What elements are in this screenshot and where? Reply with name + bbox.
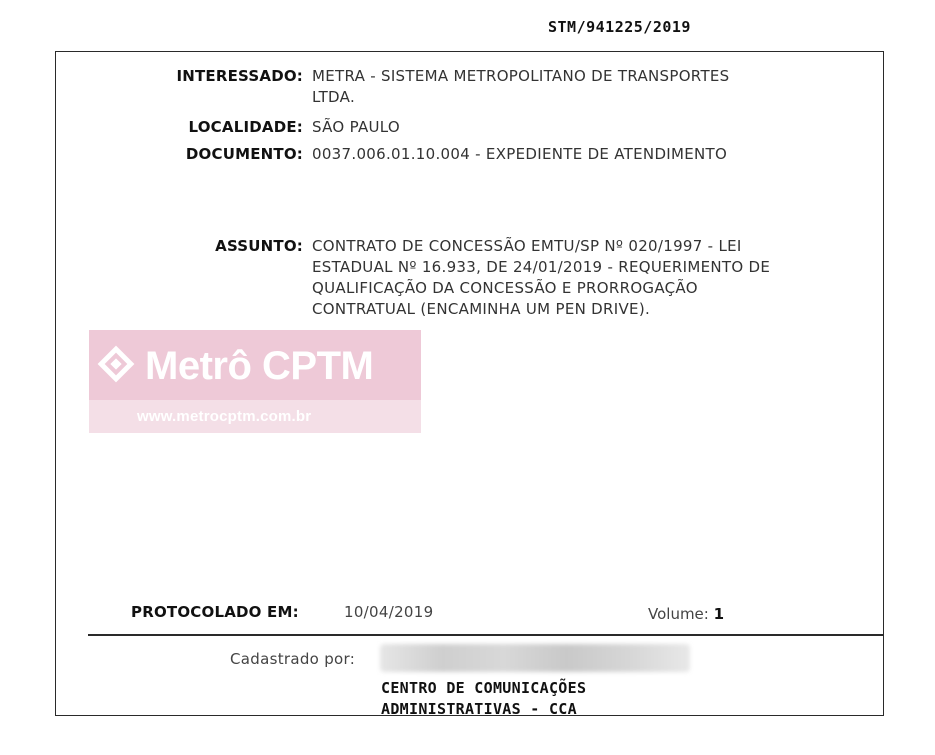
centro-line2: ADMINISTRATIVAS - CCA xyxy=(381,700,577,718)
watermark-logo xyxy=(97,344,373,389)
redacted-name xyxy=(380,644,690,672)
localidade-label: LOCALIDADE: xyxy=(188,118,303,136)
centro-block xyxy=(381,678,586,720)
volume-value: 1 xyxy=(713,605,725,623)
volume xyxy=(648,605,724,623)
interessado-value xyxy=(312,66,842,108)
documento-label: DOCUMENTO: xyxy=(185,145,303,163)
divider xyxy=(88,634,884,636)
assunto-label: ASSUNTO: xyxy=(215,237,303,255)
protocolado-date: 10/04/2019 xyxy=(344,603,434,621)
interessado-value-line1: METRA - SISTEMA METROPOLITANO DE TRANSPORTES xyxy=(312,67,730,85)
documento-value: 0037.006.01.10.004 - EXPEDIENTE DE ATENDIMENTO xyxy=(312,145,728,163)
centro-line1: CENTRO DE COMUNICAÇÕES xyxy=(381,679,587,697)
assunto-value xyxy=(312,236,872,320)
localidade-value: SÃO PAULO xyxy=(312,118,401,136)
protocolado-label: PROTOCOLADO EM: xyxy=(131,603,299,621)
protocol-number: STM/941225/2019 xyxy=(548,18,691,36)
watermark xyxy=(89,330,421,433)
assunto-line: CONTRATO DE CONCESSÃO EMTU/SP Nº 020/1997 - LEI xyxy=(312,237,742,255)
volume-label: Volume: xyxy=(648,605,709,623)
watermark-url: www.metrocptm.com.br xyxy=(137,408,312,425)
metro-diamond-icon xyxy=(98,346,135,383)
assunto-line: QUALIFICAÇÃO DA CONCESSÃO E PRORROGAÇÃO xyxy=(312,279,698,297)
watermark-brand: Metrô CPTM xyxy=(145,344,374,388)
assunto-line: CONTRATUAL (ENCAMINHA UM PEN DRIVE). xyxy=(312,300,651,318)
interessado-value-line2: LTDA. xyxy=(312,88,356,106)
assunto-line: ESTADUAL Nº 16.933, DE 24/01/2019 - REQUERIMENTO DE xyxy=(312,258,771,276)
interessado-label: INTERESSADO: xyxy=(176,67,303,85)
cadastrado-label: Cadastrado por: xyxy=(230,650,356,668)
